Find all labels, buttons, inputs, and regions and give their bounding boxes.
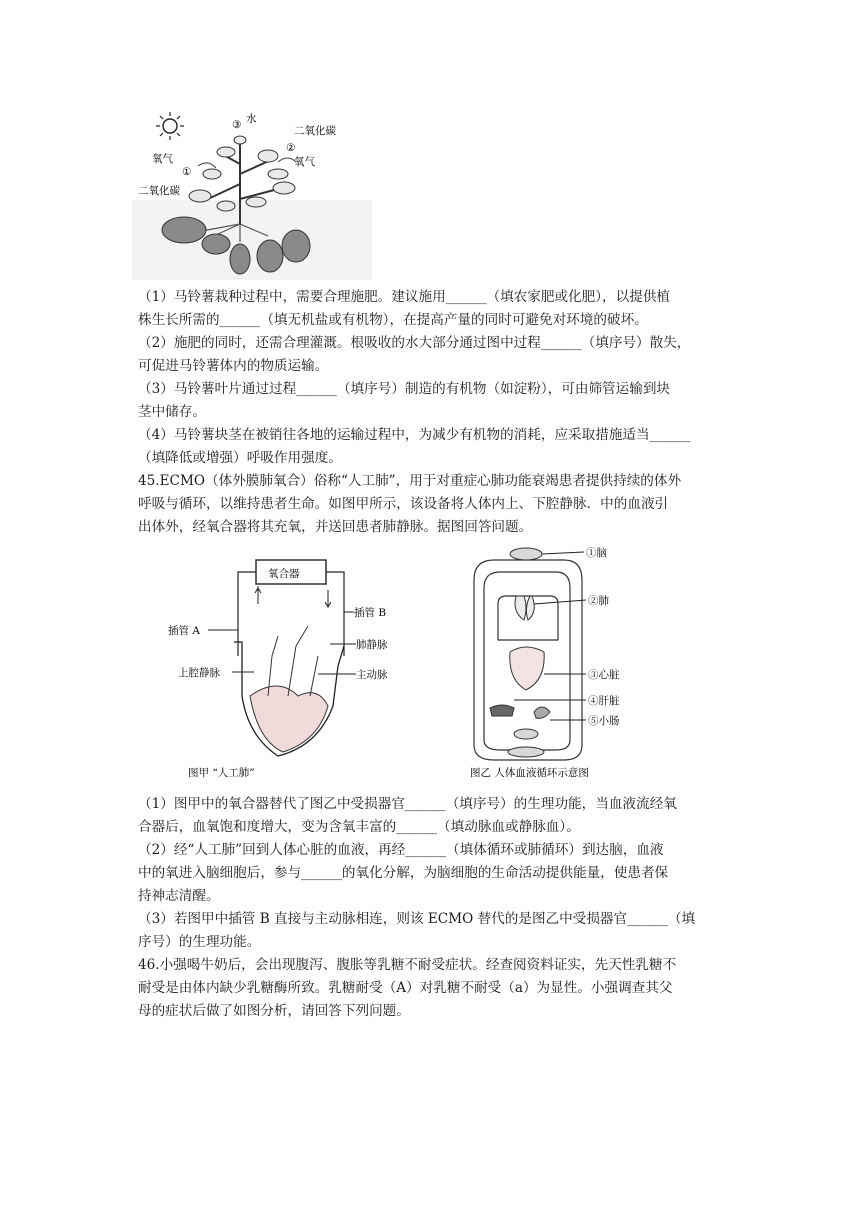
question-block-45-46	[138, 793, 738, 1023]
q45-intro-line3: 出体外，经氧合器将其充氧，并送回患者肺静脉。据图回答问题。	[138, 519, 533, 535]
label-p3: ③	[232, 119, 242, 131]
tube-b-label: 插管 B	[354, 607, 387, 619]
q46-line3: 母的症状后做了如图分析，请回答下列问题。	[138, 1003, 410, 1019]
q44-s3-line1: （3）马铃薯叶片通过过程______（填序号）制造的有机物（如淀粉），可由筛管运输到块	[138, 381, 671, 397]
q44-s4-line1: （4）马铃薯块茎在被销往各地的运输过程中，为减少有机物的消耗，应采取措施适当______	[138, 427, 691, 443]
sun-icon	[156, 112, 184, 140]
lung-label: ②肺	[588, 595, 609, 607]
q45-s3-line1: （3）若图甲中插管 B 直接与主动脉相连，则该 ECMO 替代的是图乙中受损器官______（填	[138, 911, 696, 927]
q44-s1-line1: （1）马铃薯栽种过程中，需要合理施肥。建议施用______（填农家肥或化肥），以提供植	[138, 289, 671, 305]
label-co2-left: 二氧化碳	[138, 185, 180, 197]
liver-label: ④肝脏	[588, 695, 620, 707]
ecmo-figure	[168, 546, 388, 782]
brain-icon	[510, 548, 542, 560]
q44-s2-line1: （2）施肥的同时，还需合理灌溉。根吸收的水大部分通过图中过程______（填序号）散失，	[138, 335, 691, 351]
oxygenator-label: 氧合器	[268, 568, 300, 580]
label-o2-left: 氧气	[152, 153, 173, 165]
tube-a-label: 插管 A	[168, 625, 200, 637]
q45-s2-line2: 中的氧进入脑细胞后，参与______的氧化分解，为脑细胞的生命活动提供能量，使患者保	[138, 865, 669, 881]
label-p2: ②	[286, 142, 296, 154]
svc-label: 上腔静脉	[178, 667, 220, 679]
q45-intro-line1: 45.ECMO（体外膜肺氧合）俗称“人工肺”，用于对重症心肺功能衰竭患者提供持续的体外	[138, 473, 682, 489]
lung-icon	[515, 596, 534, 620]
label-water: 水	[246, 113, 257, 125]
q44-s1-line2: 株生长所需的______（填无机盐或有机物），在提高产量的同时可避免对环境的破坏。	[138, 312, 648, 328]
circulation-figure	[454, 540, 650, 782]
intestine-label: ⑤小肠	[588, 715, 620, 727]
q46-line2: 耐受是由体内缺少乳糖酶所致。乳糖耐受（A）对乳糖不耐受（a）为显性。小强调查其父	[138, 980, 673, 996]
fig-b-caption: 图乙 人体血液循环示意图	[470, 767, 589, 779]
q46-line1: 46.小强喝牛奶后，会出现腹泻、腹胀等乳糖不耐受症状。经查阅资料证实，先天性乳糖不	[138, 957, 677, 973]
potato-plant-figure	[128, 104, 378, 284]
label-o2-right: 氧气	[294, 156, 315, 168]
label-co2-top: 二氧化碳	[294, 125, 336, 137]
q44-s3-line2: 茎中储存。	[138, 404, 206, 420]
pulmonary-vein-label: 肺静脉	[356, 639, 388, 651]
question-block-44	[138, 286, 738, 539]
aorta-label: 主动脉	[356, 669, 388, 681]
intestine-icon	[534, 707, 550, 718]
q45-s1-line2: 合器后，血氧饱和度增大，变为含氧丰富的______（填动脉血或静脉血）。	[138, 819, 580, 835]
liver-icon	[490, 705, 514, 716]
q45-s2-line1: （2）经“人工肺”回到人体心脏的血液，再经______（填体循环或肺循环）到达脑，血液	[138, 842, 664, 858]
q44-s2-line2: 可促进马铃薯体内的物质运输。	[138, 358, 329, 374]
heart-icon	[510, 647, 544, 690]
q45-intro-line2: 呼吸与循环，以维持患者生命。如图甲所示，该设备将人体内上、下腔静脉．中的血液引	[138, 496, 669, 512]
q45-s3-line2: 序号）的生理功能。	[138, 934, 261, 950]
q45-s1-line1: （1）图甲中的氧合器替代了图乙中受损器官______（填序号）的生理功能，当血液流经氧	[138, 796, 677, 812]
q45-s2-line3: 持神志清醒。	[138, 888, 220, 904]
brain-label: ①脑	[586, 547, 607, 559]
q44-s4-line2: （填降低或增强）呼吸作用强度。	[138, 450, 342, 466]
fig-a-caption: 图甲 “人工肺”	[188, 767, 255, 779]
heart-label: ③心脏	[588, 669, 620, 681]
label-p1: ①	[182, 166, 192, 178]
